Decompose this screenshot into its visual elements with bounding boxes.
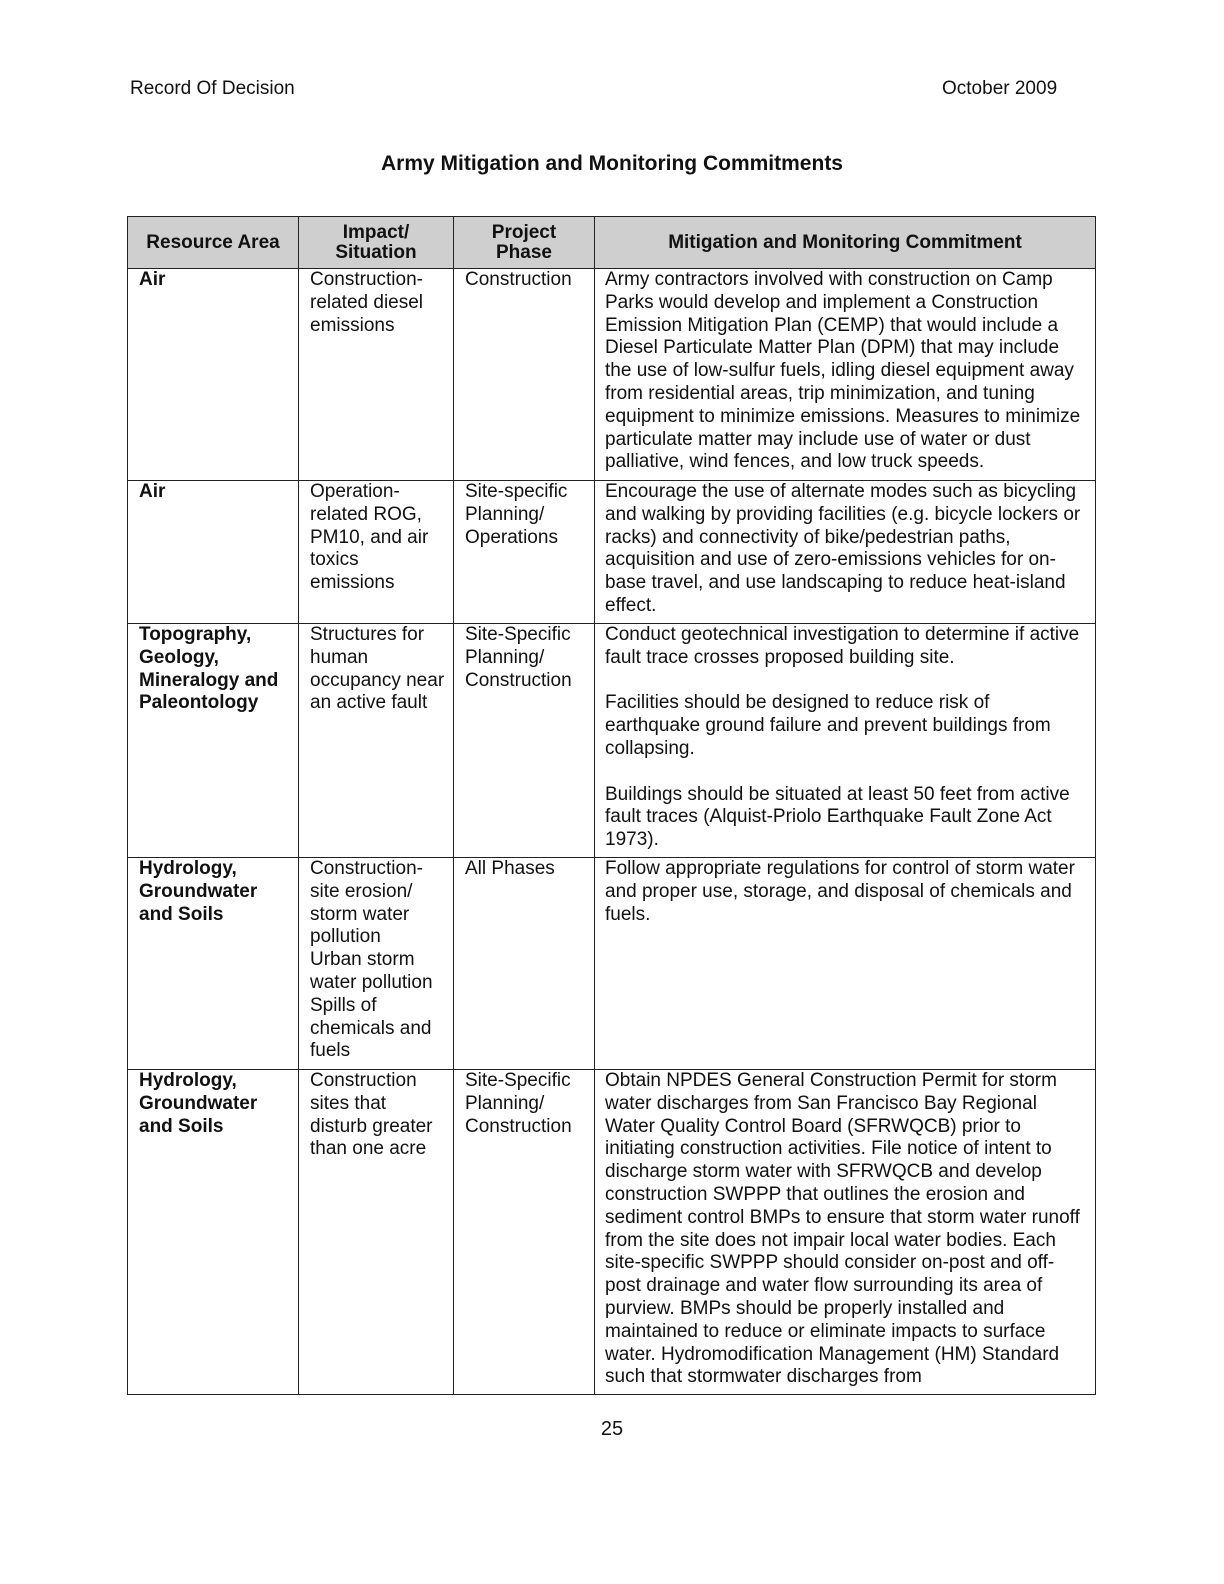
cell-resource-area: Topography, Geology, Mineralogy and Paleontology [128,624,299,858]
cell-phase: All Phases [454,858,595,1070]
cell-impact [299,624,454,858]
col-header-project-line: Project [491,221,557,243]
impact-line: Construction-site erosion/ storm water pollution [310,858,423,948]
col-header-situation-line: Situation [335,241,417,263]
impact-line: Construction-related diesel emissions [310,269,424,336]
mitigation-paragraph: Obtain NPDES General Construction Permit for storm water discharges from San Francisco Bay Regional Water Quality Control Board (SFRWQCB) prior to initiating construction activities. File notice of intent to discharge storm water with SFRWQCB and develop construction SWPPP that outlines the erosion and sediment control BMPs to ensure that storm water runoff from the site does not impair local water bodies. Each site-specific SWPPP should consider on-post and off-post drainage and water flow surrounding its area of purview. BMPs should be properly installed and maintained to reduce or eliminate impacts to surface water. Hydromodification Management (HM) Standard such that stormwater discharges from [605,1070,1080,1388]
mitigation-table [127,216,1096,1395]
cell-phase: Construction [454,269,595,481]
page-title: Army Mitigation and Monitoring Commitments [381,152,843,175]
mitigation-paragraph: Follow appropriate regulations for control of storm water and proper use, storage, and disposal of chemicals and fuels. [605,858,1075,925]
col-header-impact-line: Impact/ [342,221,410,243]
cell-phase: Site-specific Planning/ Operations [454,481,595,624]
col-header-project-phase [454,217,595,269]
col-header-phase-line: Phase [496,241,552,263]
cell-resource-area: Air [128,269,299,481]
cell-resource-area: Hydrology, Groundwater and Soils [128,858,299,1070]
mitigation-paragraph: Conduct geotechnical investigation to determine if active fault trace crosses proposed building site. [605,624,1080,668]
table-row [128,1070,1096,1395]
header-document-title: Record Of Decision [130,78,295,99]
table-header-row [128,217,1096,269]
col-header-resource-area: Resource Area [128,217,299,269]
table-row [128,269,1096,481]
table-row [128,624,1096,858]
cell-impact [299,269,454,481]
header-date: October 2009 [942,78,1058,99]
impact-line: Operation-related ROG, PM10, and air toxics emissions [310,481,429,594]
cell-impact [299,858,454,1070]
table-row [128,481,1096,624]
cell-mitigation [595,481,1096,624]
cell-mitigation [595,858,1096,1070]
mitigation-paragraph: Encourage the use of alternate modes such as bicycling and walking by providing facilities (e.g. bicycle lockers or racks) and connectivity of bike/pedestrian paths, acquisition and use of zero-emissions vehicles for on-base travel, and use landscaping to reduce heat-island effect. [605,481,1081,616]
cell-impact [299,1070,454,1395]
mitigation-paragraph: Facilities should be designed to reduce risk of earthquake ground failure and prevent buildings from collapsing. [605,692,1051,759]
cell-phase: Site-Specific Planning/ Construction [454,1070,595,1395]
cell-resource-area: Air [128,481,299,624]
impact-line: Spills of chemicals and fuels [310,994,432,1062]
impact-line: Urban storm water pollution [310,949,433,993]
cell-resource-area: Hydrology, Groundwater and Soils [128,1070,299,1395]
col-header-mitigation-commitment: Mitigation and Monitoring Commitment [595,217,1096,269]
cell-impact [299,481,454,624]
cell-phase: Site-Specific Planning/ Construction [454,624,595,858]
impact-line: Construction sites that disturb greater than one acre [310,1070,433,1160]
mitigation-paragraph: Buildings should be situated at least 50 feet from active fault traces (Alquist-Priolo Earthquake Fault Zone Act 1973). [605,783,1070,851]
table-row [128,858,1096,1070]
page-number: 25 [600,1418,624,1440]
cell-mitigation [595,269,1096,481]
cell-mitigation [595,1070,1096,1395]
impact-line: Structures for human occupancy near an active fault [310,624,445,714]
mitigation-paragraph: Army contractors involved with construction on Camp Parks would develop and implement a Construction Emission Mitigation Plan (CEMP) that would include a Diesel Particulate Matter Plan (DPM) that may include the use of low-sulfur fuels, idling diesel equipment away from residential areas, trip minimization, and tuning equipment to minimize emissions. Measures to minimize particulate matter may include use of water or dust palliative, wind fences, and low truck speeds. [605,269,1081,473]
col-header-impact-situation [299,217,454,269]
cell-mitigation [595,624,1096,858]
